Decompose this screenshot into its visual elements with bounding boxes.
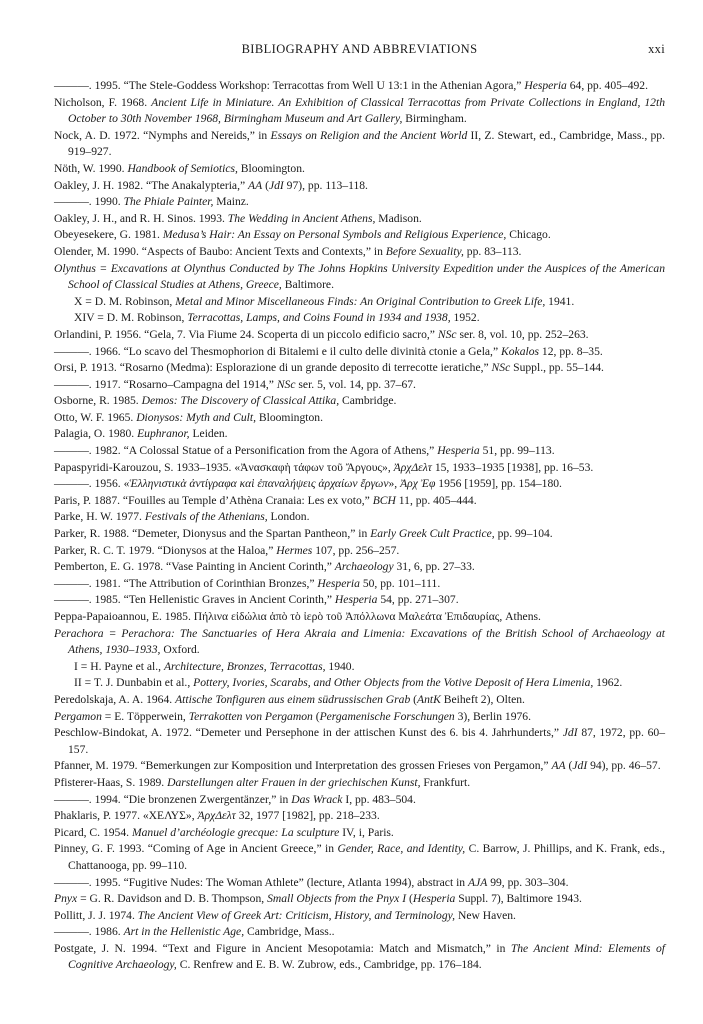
bibliography-entry [54,792,665,809]
entry-italic-text: NSc [276,377,296,391]
entry-italic-text: Ἑλληνιστικὰ ἀντίγραφα καὶ ἐπαναλήψεις ἀρχαίων ἔργων [129,477,389,491]
entry-text: Pfisterer-Haas, S. 1989. [54,775,168,789]
entry-italic-text: Perachora = Perachora: The Sanctuaries of Hera Akraia and Limenia: Excavations of the British School of Archaeology at Athens, 1930–1933, [54,626,665,657]
entry-text: Peppa-Papaioannou, E. 1985. Πήλινα εἰδώλια ἀπὸ τὸ ἱερὸ τοῦ Ἀπόλλωνα Μαλεάτα Ἐπιδαυρίας, Athens. [54,610,541,623]
bibliography-entry [54,178,665,195]
bibliography-entry [54,476,665,493]
bibliography-entry [54,924,665,941]
entry-text: Chicago. [506,228,551,242]
entry-text: Nicholson, F. 1968. [54,95,152,109]
entry-text: ———. 1985. “Ten Hellenistic Graves in Ancient Corinth,” [54,593,335,607]
entry-text: 97), pp. 113–118. [283,178,368,192]
entry-italic-text: The Ancient Mind: Elements of Cognitive Archaeology, [68,941,665,972]
entry-text: XIV = D. M. Robinson, [74,311,188,325]
entry-text: Obeyesekere, G. 1981. [54,228,163,242]
entry-text: New Haven. [455,908,516,922]
entry-text: ———. 1995. “Fugitive Nudes: The Woman Athlete” (lecture, Atlanta 1994), abstract in [54,875,468,889]
entry-text: Cambridge, Mass.. [244,925,335,939]
bibliography-entry [54,559,665,576]
entry-italic-text: Darstellungen alter Frauen in der griechischen Kunst, [167,775,421,789]
entry-text: Papaspyridi-Karouzou, S. 1933–1935. «Ἀνασκαφὴ τάφων τοῦ Ἄργους», [54,460,394,474]
entry-text: 3), Berlin 1976. [454,709,532,723]
bibliography-entry [54,875,665,892]
entry-text: Oakley, J. H., and R. H. Sinos. 1993. [54,211,228,225]
entry-text: Parke, H. W. 1977. [54,510,145,524]
bibliography-entry [54,95,665,128]
entry-text: ( [262,178,269,192]
entry-text: Nöth, W. 1990. [54,161,128,175]
entry-italic-text: Kokalos [501,344,540,358]
bibliography-entry [54,227,665,244]
entry-text: ser. 8, vol. 10, pp. 252–263. [456,327,589,341]
entry-italic-text: Festivals of the Athenians, [144,510,268,524]
bibliography-entry [54,775,665,792]
entry-text: Postgate, J. N. 1994. “Text and Figure in Ancient Mesopotamia: Match and Mismatch,” in [54,941,511,955]
entry-italic-text: Terracottas, Lamps, and Coins Found in 1934 and 1938, [187,311,451,325]
bibliography-list [54,78,665,974]
bibliography-entry [54,194,665,211]
entry-text: », [388,477,401,491]
entry-italic-text: Hesperia [412,892,456,906]
entry-italic-text: JdI [268,178,284,192]
entry-text: Madison. [375,211,422,225]
entry-italic-text: Euphranor, [137,427,190,441]
entry-text: ( [406,892,413,906]
entry-text: 94), pp. 46–57. [587,759,661,773]
entry-text: Otto, W. F. 1965. [54,410,137,424]
entry-text: pp. 83–113. [463,244,522,258]
bibliography-entry [54,78,665,95]
entry-text: II = T. J. Dunbabin et al., [74,676,194,690]
entry-text: Leiden. [189,427,228,441]
entry-italic-text: Hesperia [317,576,360,590]
bibliography-entry [54,327,665,344]
entry-text: 15, 1933–1935 [1938], pp. 16–53. [431,460,594,474]
entry-italic-text: Das Wrack [291,792,343,806]
entry-italic-text: Olynthus = Excavations at Olynthus Conducted by The Johns Hopkins University Expedition under the Auspices of the American School of Classical Studies at Athens, Greece, [54,261,665,292]
entry-text: Peschlow-Bindokat, A. 1972. “Demeter und Persephone in der attischen Kunst des 6. bis 4. Jahrhunderts,” [54,726,563,740]
entry-italic-text: Before Sexuality, [385,244,464,258]
bibliography-entry [54,393,665,410]
entry-text: pp. 99–104. [494,527,553,541]
entry-text: 50, pp. 101–111. [359,576,441,590]
bibliography-entry [54,244,665,261]
bibliography-entry [54,211,665,228]
entry-text: Baltimore. [281,278,334,292]
running-title: BIBLIOGRAPHY AND ABBREVIATIONS [241,42,478,56]
bibliography-entry [54,543,665,560]
bibliography-entry [54,344,665,361]
entry-italic-text: Pnyx [54,892,78,906]
bibliography-entry [54,592,665,609]
entry-italic-text: Ἀρχ Ἐφ [400,477,436,491]
bibliography-entry [54,891,665,908]
entry-italic-text: The Ancient View of Greek Art: Criticism, History, and Terminology, [137,908,456,922]
entry-text: Cambridge. [339,394,397,408]
entry-text: ———. 1956. « [54,477,130,491]
entry-text: Bloomington. [255,410,323,424]
entry-text: Osborne, R. 1985. [54,394,142,408]
bibliography-entry [54,841,665,874]
bibliography-entry [54,675,665,692]
entry-text: ———. 1994. “Die bronzenen Zwergentänzer,” in [54,792,292,806]
entry-italic-text: Metal and Minor Miscellaneous Finds: An Original Contribution to Greek Life, [175,294,546,308]
bibliography-entry [54,509,665,526]
entry-text: Beiheft 2), Olten. [440,692,525,706]
entry-italic-text: AJA [468,875,488,889]
entry-italic-text: Ancient Life in Miniature. An Exhibition of Classical Terracottas from Private Collections in England, 12th October to 30th November 1968, Birmingham Museum and Art Gallery, [68,95,665,126]
entry-italic-text: Hesperia [437,444,480,458]
entry-text: Orlandini, P. 1956. “Gela, 7. Via Fiume 24. Scoperta di un piccolo edificio sacro,” [54,327,438,341]
entry-italic-text: AA [551,759,566,773]
bibliography-entry [54,941,665,974]
entry-italic-text: Handbook of Semiotics, [127,161,238,175]
entry-text: ( [410,692,418,706]
entry-italic-text: JdI [562,726,578,740]
entry-italic-text: Dionysos: Myth and Cult, [136,410,256,424]
entry-italic-text: NSc [491,361,511,375]
entry-text: Paris, P. 1887. “Fouilles au Temple d’Athèna Cranaia: Les ex voto,” [54,493,373,507]
entry-italic-text: NSc [437,327,457,341]
entry-text: 99, pp. 303–304. [487,875,569,889]
bibliography-entry [54,261,665,294]
bibliography-entry [54,294,665,311]
entry-text: 64, pp. 405–492. [566,79,648,92]
bibliography-entry [54,692,665,709]
entry-italic-text: BCH [372,493,396,507]
bibliography-entry [54,758,665,775]
entry-italic-text: The Phiale Painter, [123,195,214,209]
entry-italic-text: Hesperia [334,593,378,607]
entry-text: London. [267,510,310,524]
entry-text: = G. R. Davidson and D. B. Thompson, [77,892,268,906]
entry-italic-text: Essays on Religion and the Ancient World [270,128,468,142]
bibliography-entry [54,725,665,758]
entry-text: I, pp. 483–504. [342,792,416,806]
entry-italic-text: Early Greek Cult Practice, [370,527,495,541]
bibliography-entry [54,908,665,925]
entry-text: Pinney, G. F. 1993. “Coming of Age in Ancient Greece,” in [54,842,338,856]
entry-italic-text: Archaeology [334,560,394,574]
page-number: xxi [648,42,665,56]
bibliography-entry [54,360,665,377]
entry-text: 1952. [450,311,480,325]
bibliography-entry [54,161,665,178]
entry-text: Pollitt, J. J. 1974. [54,908,138,922]
bibliography-entry [54,443,665,460]
entry-text: Peredolskaja, A. A. 1964. [54,692,176,706]
bibliography-entry [54,808,665,825]
bibliography-entry [54,493,665,510]
entry-italic-text: Small Objects from the Pnyx I [267,892,407,906]
entry-text: ———. 1917. “Rosarno–Campagna del 1914,” [54,377,277,391]
entry-text: 107, pp. 256–257. [312,543,400,557]
bibliography-entry [54,426,665,443]
entry-italic-text: Hermes [276,543,313,557]
entry-italic-text: Pergamon [54,709,102,723]
entry-italic-text: Architecture, Bronzes, Terracottas, [163,659,326,673]
entry-italic-text: Gender, Race, and Identity, [337,842,466,856]
bibliography-entry [54,526,665,543]
entry-text: Bloomington. [237,161,305,175]
entry-text: ———. 1981. “The Attribution of Corinthian Bronzes,” [54,576,318,590]
entry-text: Suppl., pp. 55–144. [510,361,604,375]
entry-italic-text: Hesperia [524,79,567,92]
entry-text: ( [565,759,573,773]
entry-text: = E. Töpperwein, [101,709,189,723]
bibliography-entry [54,128,665,161]
entry-text: Birmingham. [402,112,467,126]
entry-italic-text: Attische Tonfiguren aus einem südrussischen Grab [175,692,411,706]
entry-text: ———. 1990. [54,195,124,209]
entry-text: Parker, R. C. T. 1979. “Dionysos at the Haloa,” [54,543,277,557]
bibliography-entry [54,609,665,626]
entry-italic-text: ἈρχΔελτ [197,809,236,823]
entry-text: ser. 5, vol. 14, pp. 37–67. [295,377,416,391]
entry-text: ———. 1966. “Lo scavo del Thesmophorion di Bitalemi e il culto delle divinità ctonie a Gela,” [54,344,502,358]
entry-text: Olender, M. 1990. “Aspects of Baubo: Ancient Texts and Contexts,” in [54,244,386,258]
entry-text: Oxford. [160,643,200,657]
entry-italic-text: Medusa’s Hair: An Essay on Personal Symbols and Religious Experience, [162,228,507,242]
entry-text: 11, pp. 405–444. [395,493,477,507]
bibliography-entry [54,709,665,726]
entry-text: 1956 [1959], pp. 154–180. [435,477,562,491]
entry-text: 87, 1972, pp. 60–157. [68,726,665,756]
entry-text: Frankfurt. [420,775,471,789]
entry-italic-text: The Wedding in Ancient Athens, [227,211,376,225]
entry-italic-text: JdI [572,759,588,773]
entry-text: Pemberton, E. G. 1978. “Vase Painting in Ancient Corinth,” [54,560,335,574]
entry-text: C. Renfrew and E. B. W. Zubrow, eds., Cambridge, pp. 176–184. [176,958,482,972]
entry-italic-text: AA [248,178,263,192]
bibliography-entry [54,825,665,842]
entry-text: ———. 1986. [54,925,124,939]
bibliography-entry [54,460,665,477]
entry-text: 31, 6, pp. 27–33. [393,560,475,574]
entry-text: 12, pp. 8–35. [539,344,603,358]
entry-text: 51, pp. 99–113. [479,444,555,458]
bibliography-entry [54,626,665,659]
entry-text: ———. 1982. “A Colossal Statue of a Personification from the Agora of Athens,” [54,444,438,458]
entry-text: C. Barrow, J. Phillips, and K. Frank, eds., Chattanooga, pp. 99–110. [68,842,665,872]
bibliography-entry [54,659,665,676]
entry-italic-text: Pottery, Ivories, Scarabs, and Other Objects from the Votive Deposit of Hera Limenia, [193,676,594,690]
entry-italic-text: ἈρχΔελτ [393,460,432,474]
entry-text: Pfanner, M. 1979. “Bemerkungen zur Komposition und Interpretation des grossen Frieses von Pergamon,” [54,759,552,773]
entry-text: Oakley, J. H. 1982. “The Anakalypteria,” [54,178,249,192]
entry-text: 32, 1977 [1982], pp. 218–233. [235,809,380,823]
entry-text: Suppl. 7), Baltimore 1943. [455,892,582,906]
entry-text: Orsi, P. 1913. “Rosarno (Medma): Esplorazione di un grande deposito di terrecotte ieratiche,” [54,361,492,375]
entry-italic-text: Demos: The Discovery of Classical Attika, [141,394,340,408]
entry-text: II, Z. Stewart, ed., Cambridge, Mass., pp. 919–927. [68,128,665,159]
bibliography-entry [54,410,665,427]
entry-text: Phaklaris, P. 1977. «ΧΕΛΥΣ», [54,809,198,823]
page-header [54,42,665,60]
entry-italic-text: Manuel d’archéologie grecque: La sculpture [131,825,340,839]
entry-text: 54, pp. 271–307. [377,593,459,607]
entry-text: ———. 1995. “The Stele-Goddess Workshop: Terracottas from Well U 13:1 in the Athenian Agora,” [54,79,525,92]
entry-text: I = H. Payne et al., [74,659,164,673]
entry-italic-text: AntK [417,692,441,706]
entry-text: IV, i, Paris. [339,825,394,839]
bibliography-entry [54,576,665,593]
entry-text: Parker, R. 1988. “Demeter, Dionysus and the Spartan Pantheon,” in [54,527,371,541]
bibliography-entry [54,310,665,327]
entry-text: X = D. M. Robinson, [74,294,176,308]
entry-text: Mainz. [213,195,249,209]
entry-italic-text: Terrakotten von Pergamon [188,709,313,723]
entry-text: 1941. [545,294,575,308]
entry-text: 1940. [325,659,355,673]
entry-text: 1962. [593,676,623,690]
entry-italic-text: Pergamenische Forschungen [319,709,455,723]
bibliography-entry [54,377,665,394]
entry-text: Picard, C. 1954. [54,825,132,839]
entry-italic-text: Art in the Hellenistic Age, [123,925,245,939]
entry-text: ( [312,709,320,723]
entry-text: Palagia, O. 1980. [54,427,138,441]
entry-text: Nock, A. D. 1972. “Nymphs and Nereids,” in [54,128,271,142]
